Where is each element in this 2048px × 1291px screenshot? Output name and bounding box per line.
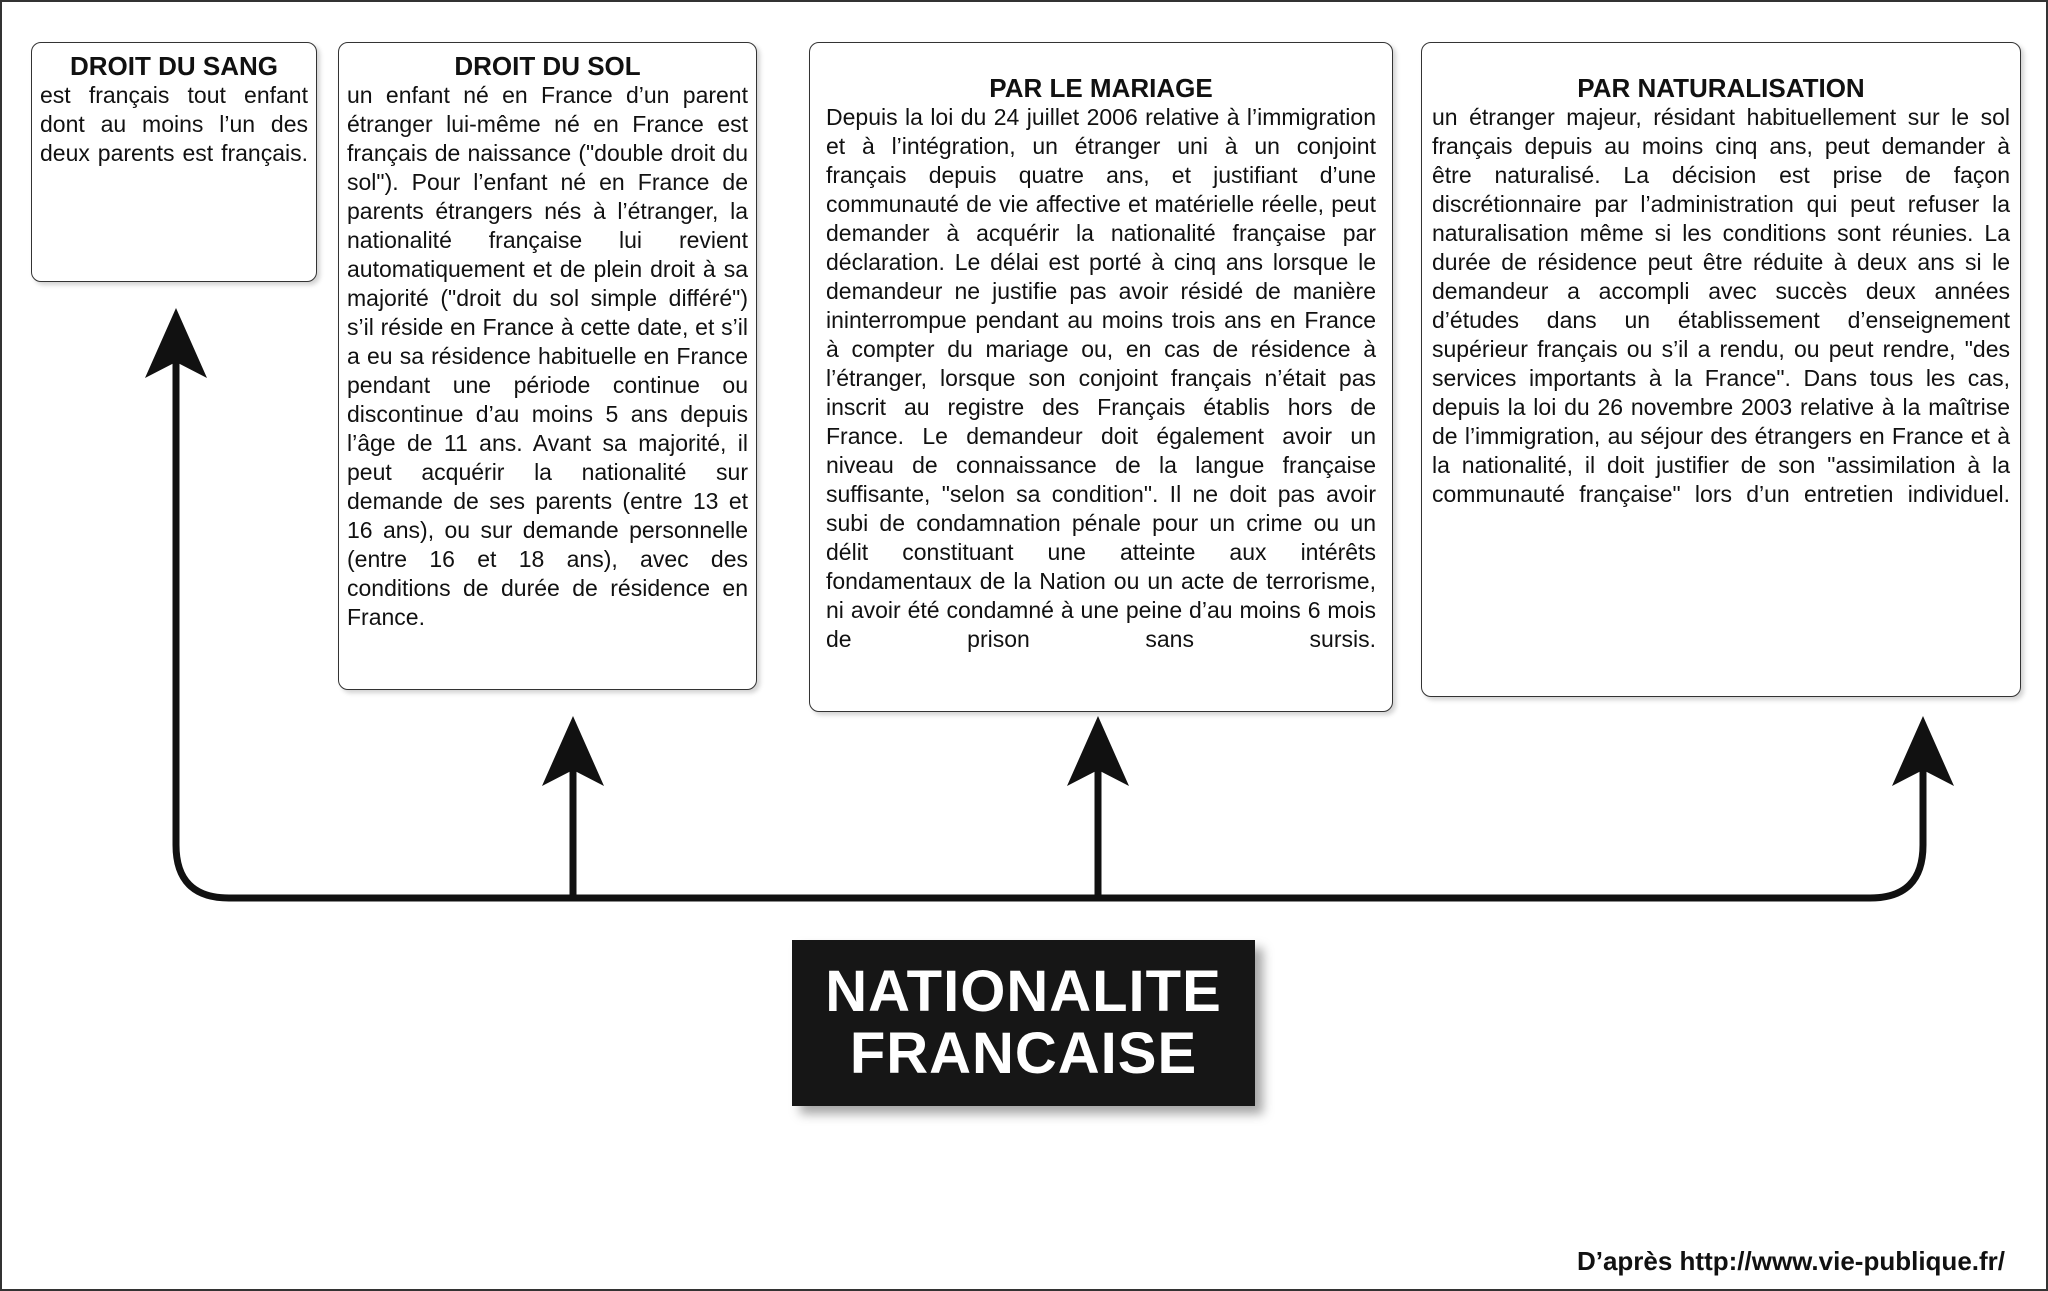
box-body-par-naturalisation: un étranger majeur, résidant habituellement sur le sol français depuis au moins cinq ans, peut demander à être naturalisé. La décision est prise de façon discrétionnaire par l’administration qui peut refuser la naturalisation même si les conditions sont réunies. La durée de résidence peut être réduite à deux ans si le demandeur a accompli avec succès deux années d’études dans un établissement d’enseignement supérieur français ou s’il a rendu, ou peut rendre, "des services importants à la France". Dans tous les cas, depuis la loi du 26 novembre 2003 relative à la maîtrise de l’immigration, au séjour des étrangers en France et à la nationalité, il doit justifier de son "assimilation à la communauté française" lors d’un entretien individuel. [1432,104,2010,507]
box-body-droit-du-sol: un enfant né en France d’un parent étranger lui-même né en France est français de naissance ("double droit du sol"). Pour l’enfant né en France de parents étrangers nés à l’étranger, la nationalité française lui revient automatiquement et de plein droit à sa majorité ("droit du sol simple différé") s’il réside en France à cette date, et s’il a eu sa résidence habituelle en France pendant une période continue ou discontinue d’au moins 5 ans depuis l’âge de 11 ans. Avant sa majorité, il peut acquérir la nationalité sur demande de ses parents (entre 13 et 16 ans), ou sur demande personnelle (entre 16 et 18 ans), avec des conditions de durée de résidence en France. [347,82,748,630]
box-droit-du-sang [31,42,317,282]
box-par-le-mariage [809,42,1393,712]
central-title-line-1: NATIONALITE [825,959,1222,1024]
box-title-par-le-mariage: PAR LE MARIAGE [989,73,1213,103]
box-title-par-naturalisation: PAR NATURALISATION [1577,73,1865,103]
box-body-droit-du-sang: est français tout enfant dont au moins l’un des deux parents est français. [40,82,308,166]
box-droit-du-sol [338,42,757,690]
box-par-naturalisation [1421,42,2021,697]
central-title-block [792,940,1255,1106]
box-title-droit-du-sang: DROIT DU SANG [70,51,278,81]
box-title-droit-du-sol: DROIT DU SOL [454,51,641,81]
central-title-line-2: FRANCAISE [849,1021,1198,1086]
box-body-par-le-mariage: Depuis la loi du 24 juillet 2006 relative à l’immigration et à l’intégration, un étranger uni à un conjoint français depuis quatre ans, et justifiant d’une communauté de vie affective et matérielle réelle, peut demander à acquérir la nationalité française par déclaration. Le délai est porté à cinq ans lorsque le demandeur ne justifie pas avoir résidé de manière ininterrompue pendant au moins trois ans en France à compter du mariage ou, en cas de résidence à l’étranger, lorsque son conjoint français n’était pas inscrit au registre des Français établis hors de France. Le demandeur doit également avoir un niveau de connaissance de la langue française suffisante, "selon sa condition". Il ne doit pas avoir subi de condamnation pénale pour un crime ou un délit constituant une atteinte aux intérêts fondamentaux de la Nation ou un acte de terrorisme, ni avoir été condamné à une peine d’au moins 6 mois de prison sans sursis. [826,104,1376,652]
source-credit: D’après http://www.vie-publique.fr/ [1576,1246,2005,1276]
